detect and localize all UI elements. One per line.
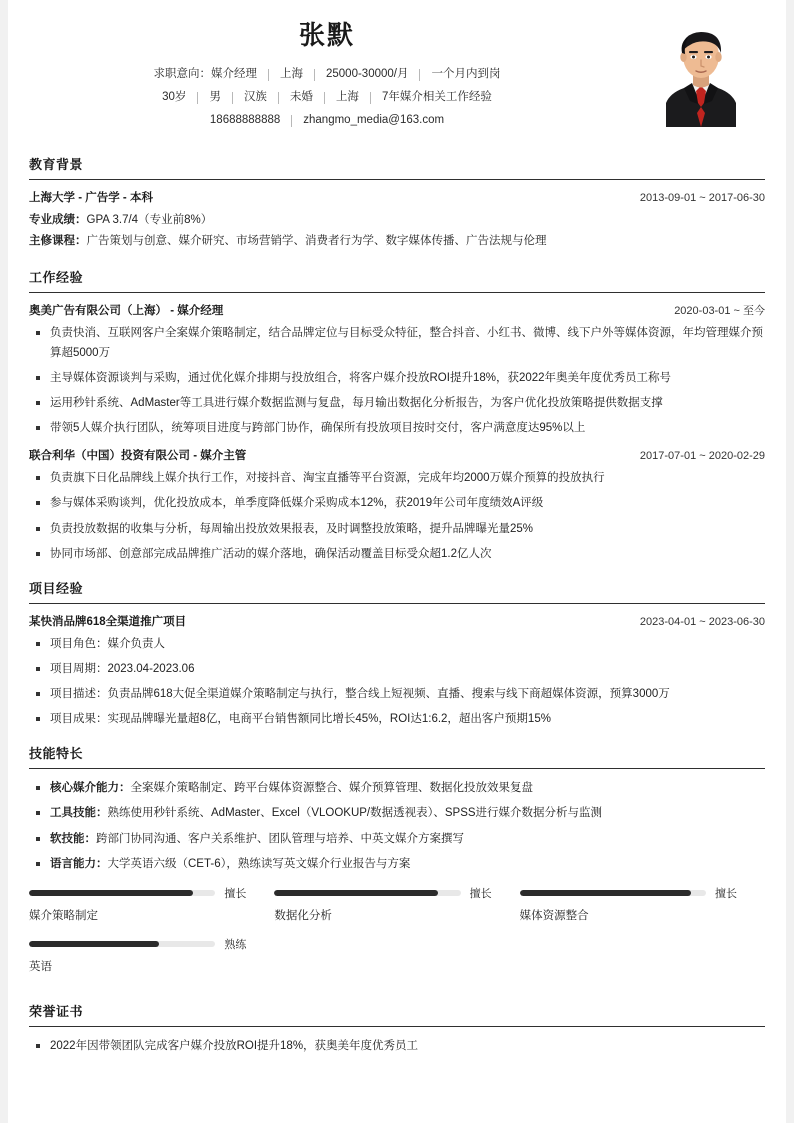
skill-bar-label: 数据化分析 (274, 909, 332, 922)
project-bullet-text: 2023.04-2023.06 (107, 662, 195, 675)
skill-bar-label: 英语 (29, 960, 52, 973)
skill-bar-track (520, 890, 706, 896)
work-company (29, 447, 246, 463)
work-bullet: 运用秒针系统、AdMaster等工具进行媒介数据监测与复盘，每月输出数据化分析报告，为客户优化投放策略提供数据支撑 (29, 393, 765, 413)
education-date: 2013-09-01 ~ 2017-06-30 (639, 192, 765, 205)
project-bullet-label: 项目角色： (50, 637, 108, 650)
meta-separator (278, 92, 279, 104)
honor-bullet: 2022年因带领团队完成客户媒介投放ROI提升18%，获奥美年度优秀员工 (29, 1036, 765, 1056)
page-title: 张默 (298, 20, 355, 50)
work-role: - 媒介主管 (190, 450, 247, 463)
work-bullet: 负责旗下日化品牌线上媒介执行工作，对接抖音、淘宝直播等平台资源，完成年均2000万媒介预算的投放执行 (29, 468, 765, 488)
skill-bullet-list (29, 778, 765, 874)
meta-item: 汉族 (243, 91, 267, 104)
project-bullet (29, 659, 765, 679)
section-title-education: 教育背景 (29, 157, 84, 173)
work-entry-head (29, 302, 765, 318)
work-bullet: 参与媒体采购谈判，优化投放成本，单季度降低媒介采购成本12%，获2019年公司年度绩效A评级 (29, 493, 765, 513)
section-skills (29, 743, 765, 987)
education-courses-label: 主修课程： (29, 235, 87, 248)
project-bullet-list (29, 634, 765, 730)
skill-bullet (29, 778, 765, 798)
meta-separator (268, 69, 269, 81)
section-divider (29, 603, 765, 604)
skill-bullet-text: 全案媒介策略制定、跨平台媒体资源整合、媒介预算管理、数据化投放效果复盘 (130, 782, 533, 795)
project-entry (29, 613, 765, 730)
skill-bar-level: 熟练 (224, 938, 247, 951)
skill-bar-fill (29, 941, 159, 947)
meta-item: 一个月内到岗 (431, 68, 501, 81)
project-bullet-text: 媒介负责人 (107, 637, 165, 650)
project-date: 2023-04-01 ~ 2023-06-30 (639, 615, 765, 628)
work-bullet: 协同市场部、创意部完成品牌推广活动的媒介落地，确保活动覆盖目标受众超1.2亿人次 (29, 544, 765, 564)
meta-item: 30岁 (162, 91, 187, 104)
meta-separator (291, 115, 292, 127)
skill-bullet-text: 熟练使用秒针系统、AdMaster、Excel（VLOOKUP/数据透视表）、SPSS进行媒介数据分析与监测 (107, 807, 603, 820)
education-entry (29, 189, 765, 253)
skill-bar-item (29, 936, 274, 974)
skill-bullet-label: 语言能力： (50, 857, 108, 870)
skill-bar-item (29, 885, 274, 923)
meta-separator (314, 69, 315, 81)
work-bullet-list (29, 323, 765, 439)
work-role: - 媒介经理 (167, 304, 224, 317)
meta-item: 未婚 (289, 91, 313, 104)
skill-bar-fill (29, 890, 193, 896)
skill-bar-level: 擅长 (469, 887, 492, 900)
project-entry-head (29, 613, 765, 629)
skill-bar-item (520, 885, 765, 923)
meta-separator (197, 92, 198, 104)
skill-bullet-label: 软技能： (50, 832, 96, 845)
section-honors (29, 1001, 765, 1061)
project-bullet (29, 684, 765, 704)
work-entry (29, 447, 765, 564)
work-bullet: 负责快消、互联网客户全案媒介策略制定，结合品牌定位与目标受众特征，整合抖音、小红书、微博、线下户外等媒体资源，年均管理媒介预算超5000万 (29, 323, 765, 363)
resume-sheet (8, 0, 786, 1123)
section-divider (29, 768, 765, 769)
project-entry-list (29, 613, 765, 730)
meta-separator (324, 92, 325, 104)
education-grade (29, 210, 765, 231)
skill-bullet-label: 核心媒介能力： (50, 782, 131, 795)
project-bullet-text: 负责品牌618大促全渠道媒介策略制定与执行，整合线上短视频、直播、搜索与线下商超媒体资源，预算3000万 (107, 688, 670, 700)
skill-bar-item (274, 885, 519, 923)
meta-line-2 (29, 86, 625, 109)
education-grade-label: 专业成绩： (29, 214, 87, 227)
skill-bar-track (29, 941, 215, 947)
work-bullet: 带领5人媒介执行团队，统筹项目进度与跨部门协作，确保所有投放项目按时交付，客户满意度达95%以上 (29, 418, 765, 438)
section-title-honors: 荣誉证书 (29, 1003, 84, 1019)
skill-bullet (29, 854, 765, 874)
section-divider (29, 292, 765, 293)
skill-bullet-label: 工具技能： (50, 807, 108, 820)
skill-bar-list (29, 885, 765, 987)
work-bullet-list (29, 468, 765, 564)
education-courses (29, 231, 765, 252)
section-education (29, 154, 765, 253)
project-bullet-label: 项目描述： (50, 688, 108, 700)
meta-item: zhangmo_media@163.com (303, 114, 445, 127)
meta-item: 求职意向：媒介经理 (153, 68, 257, 81)
meta-item: 25000-30000/月 (326, 68, 409, 81)
skill-bar-row (29, 936, 246, 952)
meta-item: 上海 (280, 68, 303, 81)
work-date: 2020-03-01 ~ 至今 (674, 304, 765, 317)
skill-bar-track (29, 890, 215, 896)
work-date: 2017-07-01 ~ 2020-02-29 (639, 450, 765, 463)
project-bullet (29, 634, 765, 654)
section-title-skills: 技能特长 (29, 746, 84, 762)
work-entry-head (29, 447, 765, 463)
meta-line-1 (29, 63, 625, 86)
skill-bar-row (29, 885, 246, 901)
skill-bar-label: 媒体资源整合 (519, 909, 589, 922)
work-bullet: 负责投放数据的收集与分析，每周输出投放效果报表，及时调整投放策略，提升品牌曝光量25% (29, 519, 765, 539)
work-company-name: 奥美广告有限公司（上海） (29, 304, 167, 317)
project-bullet-label: 项目周期： (50, 662, 108, 675)
section-title-project: 项目经验 (29, 580, 84, 596)
meta-separator (232, 92, 233, 104)
project-bullet-label: 项目成果： (50, 713, 108, 726)
skill-bar-level: 擅长 (714, 887, 737, 900)
portrait-avatar-icon (646, 17, 756, 127)
work-bullet: 主导媒体资源谈判与采购，通过优化媒介排期与投放组合，将客户媒介投放ROI提升18%，获2022年奥美年度优秀员工称号 (29, 368, 765, 388)
skill-bar-row (520, 885, 737, 901)
meta-item: 7年媒介相关工作经验 (381, 91, 492, 104)
meta-item: 男 (209, 91, 221, 104)
education-school: 上海大学 - 广告学 - 本科 (29, 192, 153, 205)
meta-item: 18688888888 (209, 114, 281, 127)
skill-bar-track (274, 890, 460, 896)
meta-item: 上海 (335, 91, 359, 104)
education-grade-value: GPA 3.7/4（专业前8%） (86, 214, 213, 227)
meta-line-3 (29, 109, 625, 132)
work-entry-list (29, 302, 765, 564)
skill-bar-label: 媒介策略制定 (29, 909, 98, 922)
education-entry-head (29, 189, 765, 205)
skill-bullet-text: 大学英语六级（CET-6），熟练读写英文媒介行业报告与方案 (107, 857, 411, 870)
skill-bar-row (274, 885, 491, 901)
work-company (29, 302, 223, 318)
resume-header (29, 0, 765, 140)
skill-bar-fill (520, 890, 691, 896)
skill-bar-level: 擅长 (224, 887, 247, 900)
project-name: 某快消品牌618全渠道推广项目 (29, 615, 187, 628)
meta-separator (370, 92, 371, 104)
section-divider (29, 179, 765, 180)
skill-bar-fill (274, 890, 438, 896)
honor-bullet-list (29, 1036, 765, 1056)
project-bullet-text: 实现品牌曝光量超8亿，电商平台销售额同比增长45%，ROI达1:6.2，超出客户预期15% (107, 713, 551, 726)
skill-bullet-text: 跨部门协同沟通、客户关系维护、团队管理与培养、中英文媒介方案撰写 (96, 832, 464, 845)
education-courses-value: 广告策划与创意、媒介研究、市场营销学、消费者行为学、数字媒体传播、广告法规与伦理 (86, 235, 547, 248)
skill-bullet (29, 803, 765, 823)
section-divider (29, 1026, 765, 1027)
section-title-work: 工作经验 (29, 269, 84, 285)
section-work (29, 267, 765, 564)
skill-bullet (29, 829, 765, 849)
meta-separator (419, 69, 420, 81)
project-bullet (29, 709, 765, 729)
work-entry (29, 302, 765, 439)
work-company-name: 联合利华（中国）投资有限公司 (29, 450, 190, 463)
section-project (29, 578, 765, 730)
